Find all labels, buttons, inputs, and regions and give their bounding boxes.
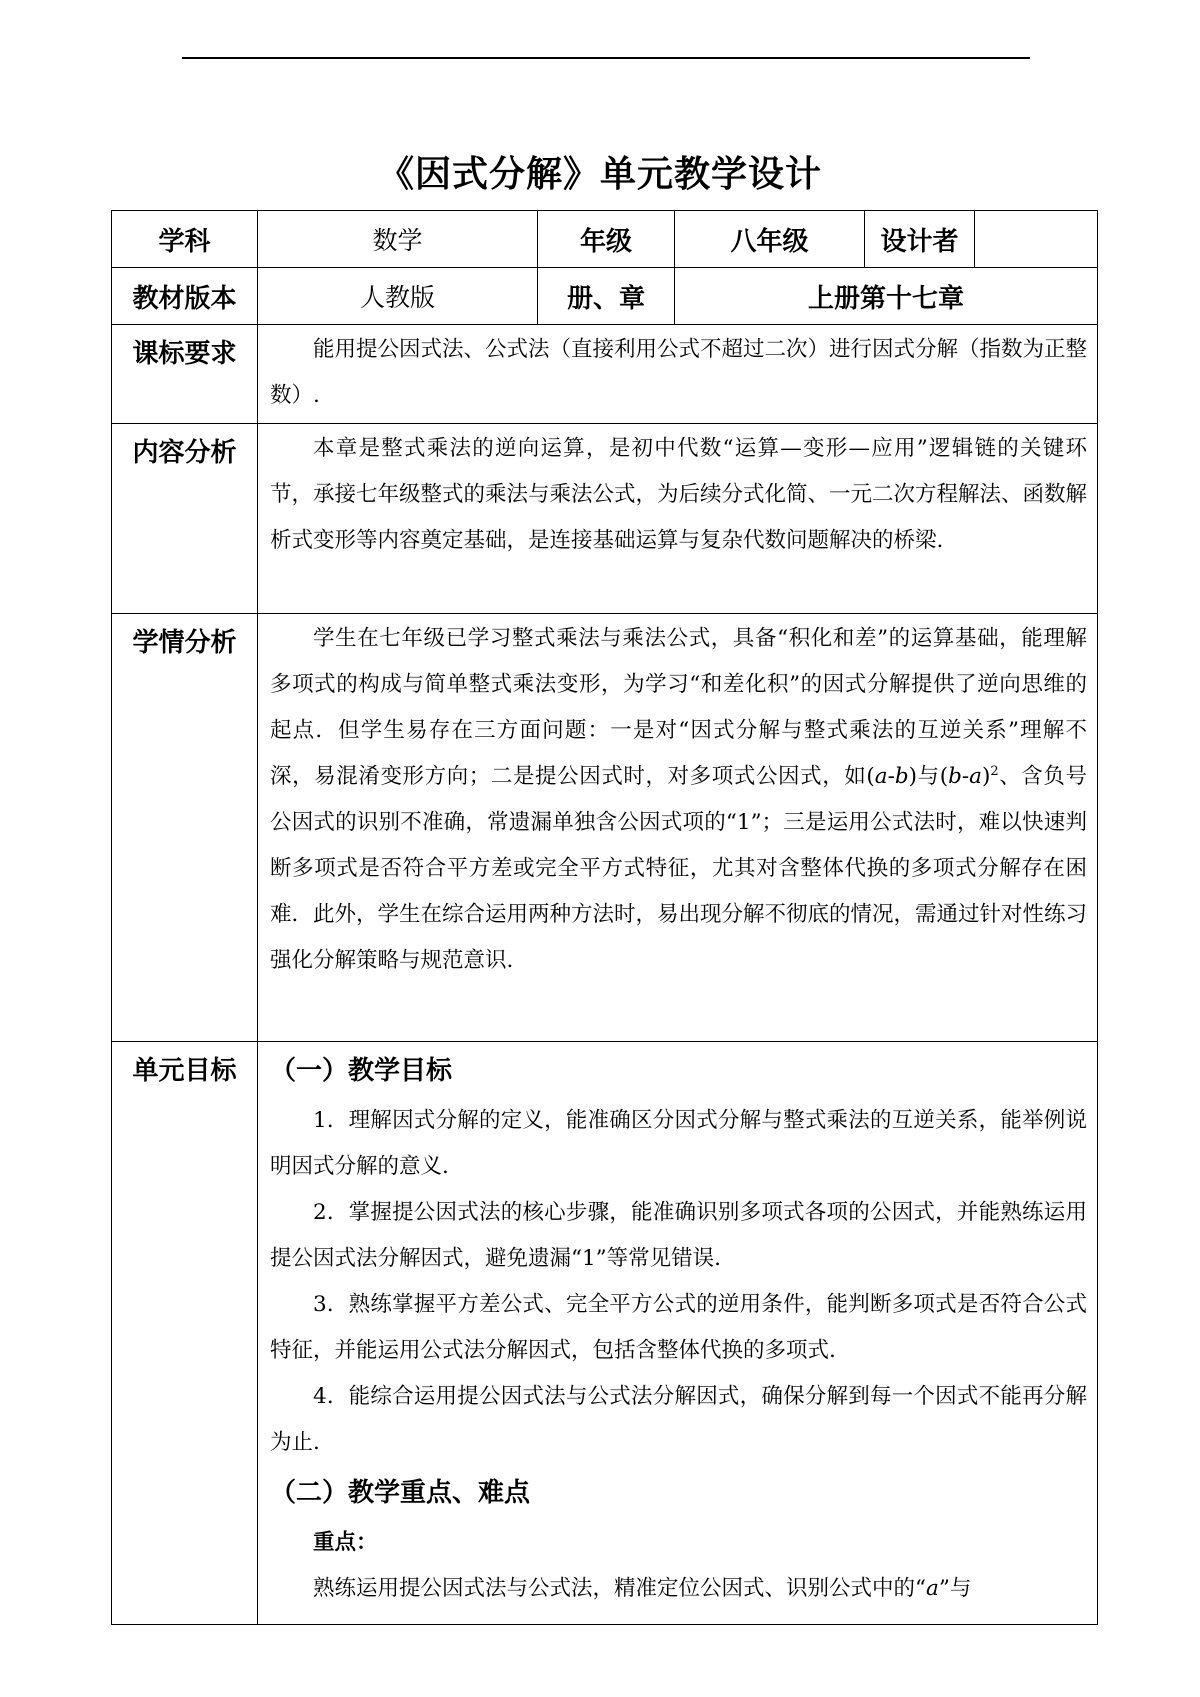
- student-analysis-text-part-2: 、含负号公因式的识别不准确，常遗漏单独含公因式项的“1”；三是运用公式法时，难以快速判断多项式是否符合平方差或完全平方式特征，尤其对含整体代换的多项式分解存在困难．此外，学生在综合运用两种方法时，易出现分解不彻底的情况，需通过针对性练习强化分解策略与规范意识.: [270, 764, 1088, 973]
- subject-value: 数学: [258, 211, 538, 268]
- expr-paren: )与(: [908, 764, 949, 789]
- subject-label: 学科: [112, 211, 258, 268]
- expr-paren: (: [866, 764, 875, 789]
- math-op: -: [887, 764, 895, 789]
- volume-value: 上册第十七章: [675, 268, 1098, 325]
- expr-paren: ): [981, 764, 991, 789]
- curriculum-cell: [258, 325, 1098, 424]
- math-exponent: 2: [990, 763, 999, 779]
- math-var: b: [948, 764, 962, 789]
- unit-goals-label: 单元目标: [112, 1042, 258, 1625]
- math-var: a: [874, 764, 888, 789]
- key-point-label: 重点：: [313, 1530, 378, 1555]
- designer-label: 设计者: [865, 211, 975, 268]
- student-analysis-text-part-1: 学生在七年级已学习整式乘法与乘法公式，具备“积化和差”的运算基础，能理解多项式的构成与简单整式乘法变形，为学习“和差化积”的因式分解提供了逆向思维的起点．但学生易存在三方面问题：一是对“因式分解与整式乘法的互逆关系”理解不深，易混淆变形方向；二是提公因式时，对多项式公因式，如: [270, 626, 1087, 789]
- unit-goals-cell: [258, 1042, 1098, 1625]
- math-var: a: [969, 764, 982, 789]
- volume-label: 册、章: [538, 268, 675, 325]
- table-row: [112, 614, 1098, 1042]
- math-var: b: [894, 764, 909, 789]
- designer-value: [975, 211, 1098, 268]
- document-title: 《因式分解》单元教学设计: [377, 153, 822, 195]
- section-heading-key-points: （二）教学重点、难点: [270, 1478, 531, 1508]
- grade-value: 八年级: [675, 211, 865, 268]
- goal-item: 1．理解因式分解的定义，能准确区分因式分解与整式乘法的互逆关系，能举例说明因式分解的意义.: [270, 1108, 1087, 1179]
- key-point-text-post: ”与: [938, 1576, 972, 1601]
- content-analysis-cell: [258, 424, 1098, 614]
- curriculum-text: 能用提公因式法、公式法（直接利用公式不超过二次）进行因式分解（指数为正整数）.: [270, 337, 1088, 408]
- goal-item: 3．熟练掌握平方差公式、完全平方公式的逆用条件，能判断多项式是否符合公式特征，并能运用公式法分解因式，包括含整体代换的多项式.: [270, 1292, 1087, 1363]
- math-var: a: [926, 1576, 939, 1601]
- table-row: [112, 211, 1098, 268]
- lesson-design-table: [111, 210, 1098, 1625]
- edition-value: 人教版: [258, 268, 538, 325]
- math-op: -: [961, 764, 970, 789]
- student-analysis-cell: [258, 614, 1098, 1042]
- key-point-text-pre: 熟练运用提公因式法与公式法，精准定位公因式、识别公式中的“: [313, 1576, 926, 1601]
- key-point-text: [270, 1566, 1087, 1612]
- table-row: [112, 424, 1098, 614]
- curriculum-label: 课标要求: [112, 325, 258, 424]
- table-row: [112, 1042, 1098, 1625]
- edition-label: 教材版本: [112, 268, 258, 325]
- content-analysis-text: 本章是整式乘法的逆向运算，是初中代数“运算—变形—应用”逻辑链的关键环节，承接七年级整式的乘法与乘法公式，为后续分式化简、一元二次方程解法、函数解析式变形等内容奠定基础，是连接基础运算与复杂代数问题解决的桥梁.: [270, 436, 1088, 553]
- header-rule: [182, 57, 1030, 59]
- goal-item: 4．能综合运用提公因式法与公式法分解因式，确保分解到每一个因式不能再分解为止.: [270, 1384, 1087, 1455]
- section-heading-goals: （一）教学目标: [270, 1056, 453, 1086]
- student-analysis-text: [270, 616, 1087, 984]
- table-row: [112, 268, 1098, 325]
- grade-label: 年级: [538, 211, 675, 268]
- content-analysis-label: 内容分析: [112, 424, 258, 614]
- goal-item: 2．掌握提公因式法的核心步骤，能准确识别多项式各项的公因式，并能熟练运用提公因式法分解因式，避免遗漏“1”等常见错误.: [270, 1200, 1087, 1271]
- student-analysis-label: 学情分析: [112, 614, 258, 1042]
- table-row: [112, 325, 1098, 424]
